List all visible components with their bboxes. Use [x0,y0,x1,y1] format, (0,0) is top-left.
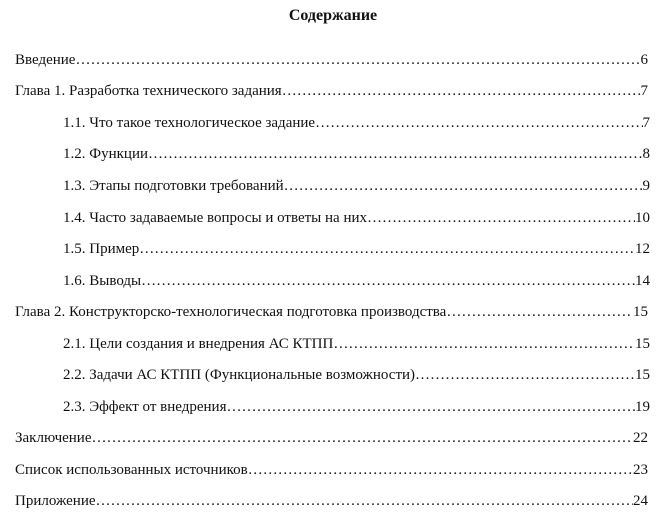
toc-entry-title: 2.3. Эффект от внедрения [63,399,227,415]
toc-entry-conclusion [15,429,648,447]
toc-entry-title: 1.6. Выводы [63,273,142,289]
toc-entry-page: 8 [642,146,650,162]
toc-entry-page: 15 [635,336,650,352]
dot-leader [226,398,635,416]
toc-entry-title: 1.3. Этапы подготовки требований [63,178,284,194]
toc-entry-title: Глава 1. Разработка технического задания [15,83,282,99]
toc-entry-page: 15 [633,304,648,320]
toc-entry-page: 7 [640,83,648,99]
toc-entry-chapter-1 [15,82,648,100]
toc-entry-section-1-6 [63,272,650,290]
toc-entry-introduction [15,51,648,69]
dot-leader [141,272,635,290]
toc-entry-page: 15 [635,367,650,383]
toc-entry-page: 12 [635,241,650,257]
dot-leader [139,240,635,258]
toc-entry-title: 1.2. Функции [63,146,148,162]
toc-entry-section-1-3 [63,177,650,195]
dot-leader [367,209,635,227]
toc-entry-section-1-2 [63,145,650,163]
dot-leader [315,114,642,132]
toc-entry-title: Список использованных источников [15,462,248,478]
toc-entry-page: 6 [640,52,648,68]
toc-entry-section-2-3 [63,398,650,416]
toc-entry-title: Введение [15,52,76,68]
dot-leader [75,51,640,69]
dot-leader [248,461,633,479]
toc-entry-title: 1.5. Пример [63,241,140,257]
dot-leader [333,335,635,353]
dot-leader [446,303,633,321]
toc-entry-page: 10 [635,210,650,226]
toc-entry-title: 1.4. Часто задаваемые вопросы и ответы на них [63,210,367,226]
toc-entry-appendix [15,492,648,510]
toc-entry-page: 24 [633,493,648,509]
toc-entry-section-1-4 [63,209,650,227]
toc-entry-section-2-1 [63,335,650,353]
toc-entry-title: 2.1. Цели создания и внедрения АС КТПП [63,336,334,352]
page-title: Содержание [288,7,378,24]
dot-leader [96,492,633,510]
toc-entry-page: 14 [635,273,650,289]
toc-entry-chapter-2 [15,303,648,321]
toc-entry-title: Глава 2. Конструкторско-технологическая подготовка производства [15,304,447,320]
toc-entry-title: 1.1. Что такое технологическое задание [63,115,316,131]
toc-entry-title: 2.2. Задачи АС КТПП (Функциональные возможности) [63,367,416,383]
dot-leader [282,82,641,100]
toc-entry-section-1-5 [63,240,650,258]
toc-entry-page: 23 [633,462,648,478]
toc-entry-title: Заключение [15,430,92,446]
dot-leader [415,366,635,384]
dot-leader [284,177,643,195]
toc-entry-section-2-2 [63,366,650,384]
toc-entry-page: 9 [642,178,650,194]
toc-entry-page: 19 [635,399,650,415]
toc-entry-section-1-1 [63,114,650,132]
toc-entry-title: Приложение [15,493,96,509]
dot-leader [148,145,643,163]
toc-entry-page: 7 [642,115,650,131]
toc-entry-references [15,461,648,479]
dot-leader [92,429,634,447]
toc-entry-page: 22 [633,430,648,446]
